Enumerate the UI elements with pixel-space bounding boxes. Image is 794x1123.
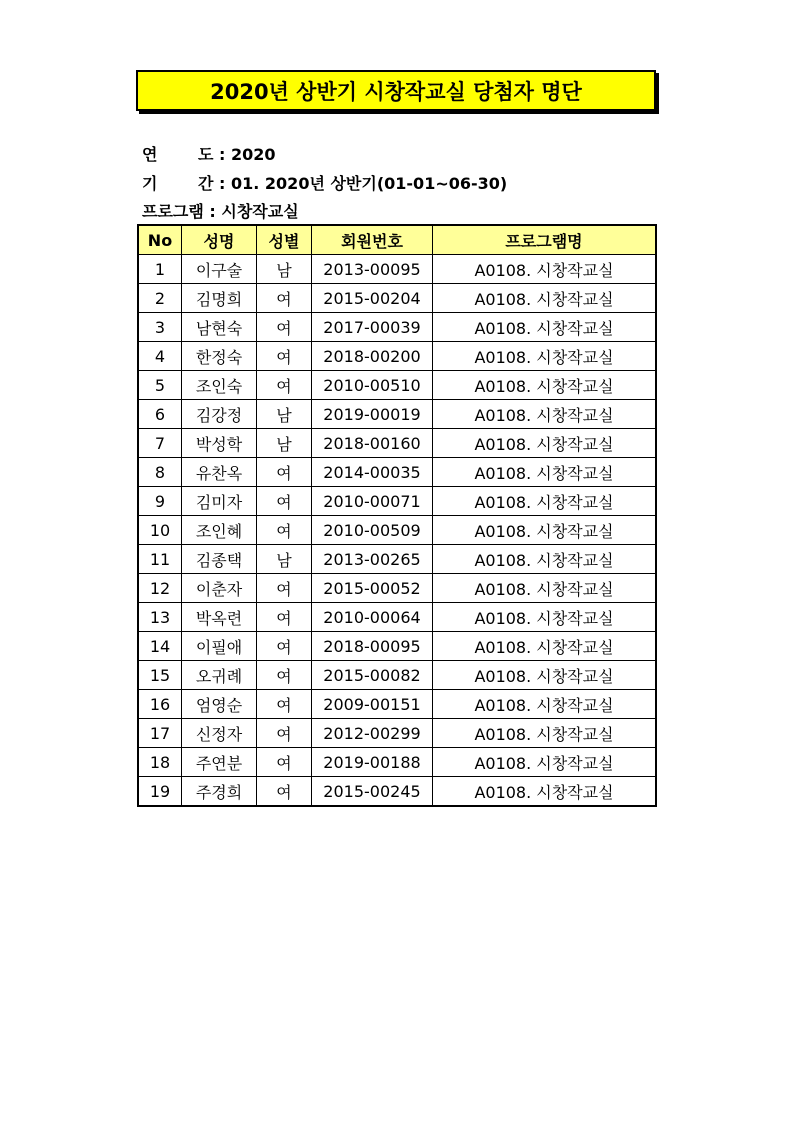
table-row bbox=[138, 400, 656, 429]
cell-program-name: A0108. 시창작교실 bbox=[433, 429, 657, 458]
cell-member-number: 2018-00095 bbox=[312, 632, 433, 661]
cell-member-number: 2015-00204 bbox=[312, 284, 433, 313]
table-row bbox=[138, 487, 656, 516]
year-value: 2020 bbox=[231, 145, 276, 164]
winners-table bbox=[137, 224, 657, 807]
cell-name: 박옥련 bbox=[182, 603, 257, 632]
cell-no: 4 bbox=[138, 342, 182, 371]
cell-sex: 여 bbox=[257, 603, 312, 632]
cell-no: 2 bbox=[138, 284, 182, 313]
cell-program-name: A0108. 시창작교실 bbox=[433, 458, 657, 487]
cell-member-number: 2019-00188 bbox=[312, 748, 433, 777]
cell-sex: 여 bbox=[257, 719, 312, 748]
cell-sex: 여 bbox=[257, 632, 312, 661]
cell-no: 17 bbox=[138, 719, 182, 748]
cell-name: 유찬옥 bbox=[182, 458, 257, 487]
cell-member-number: 2010-00509 bbox=[312, 516, 433, 545]
cell-no: 9 bbox=[138, 487, 182, 516]
cell-no: 7 bbox=[138, 429, 182, 458]
year-label-2: 도 : bbox=[198, 145, 231, 164]
cell-no: 11 bbox=[138, 545, 182, 574]
cell-name: 이구술 bbox=[182, 255, 257, 284]
table-row bbox=[138, 690, 656, 719]
period-label-1: 기 bbox=[142, 174, 158, 193]
cell-sex: 여 bbox=[257, 690, 312, 719]
table-row bbox=[138, 719, 656, 748]
cell-program-name: A0108. 시창작교실 bbox=[433, 487, 657, 516]
cell-sex: 남 bbox=[257, 545, 312, 574]
cell-name: 김명희 bbox=[182, 284, 257, 313]
table-row bbox=[138, 458, 656, 487]
cell-member-number: 2017-00039 bbox=[312, 313, 433, 342]
cell-member-number: 2019-00019 bbox=[312, 400, 433, 429]
cell-program-name: A0108. 시창작교실 bbox=[433, 342, 657, 371]
cell-sex: 여 bbox=[257, 777, 312, 807]
header-name: 성명 bbox=[182, 225, 257, 255]
cell-no: 3 bbox=[138, 313, 182, 342]
table-row bbox=[138, 429, 656, 458]
cell-no: 18 bbox=[138, 748, 182, 777]
cell-program-name: A0108. 시창작교실 bbox=[433, 632, 657, 661]
table-row bbox=[138, 255, 656, 284]
cell-name: 김종택 bbox=[182, 545, 257, 574]
cell-sex: 남 bbox=[257, 429, 312, 458]
cell-program-name: A0108. 시창작교실 bbox=[433, 516, 657, 545]
table-row bbox=[138, 516, 656, 545]
cell-name: 이춘자 bbox=[182, 574, 257, 603]
cell-program-name: A0108. 시창작교실 bbox=[433, 400, 657, 429]
cell-name: 오귀례 bbox=[182, 661, 257, 690]
cell-no: 16 bbox=[138, 690, 182, 719]
cell-program-name: A0108. 시창작교실 bbox=[433, 371, 657, 400]
cell-name: 주경희 bbox=[182, 777, 257, 807]
cell-no: 1 bbox=[138, 255, 182, 284]
cell-no: 13 bbox=[138, 603, 182, 632]
cell-name: 신정자 bbox=[182, 719, 257, 748]
cell-program-name: A0108. 시창작교실 bbox=[433, 574, 657, 603]
cell-no: 14 bbox=[138, 632, 182, 661]
cell-sex: 여 bbox=[257, 458, 312, 487]
table-row bbox=[138, 342, 656, 371]
cell-sex: 남 bbox=[257, 255, 312, 284]
cell-member-number: 2018-00160 bbox=[312, 429, 433, 458]
period-label-2: 간 : bbox=[198, 174, 231, 193]
page-title: 2020년 상반기 시창작교실 당첨자 명단 bbox=[210, 79, 582, 104]
cell-member-number: 2013-00265 bbox=[312, 545, 433, 574]
cell-program-name: A0108. 시창작교실 bbox=[433, 748, 657, 777]
title-banner bbox=[136, 70, 656, 111]
cell-no: 8 bbox=[138, 458, 182, 487]
period-value: 01. 2020년 상반기(01-01~06-30) bbox=[231, 174, 508, 193]
header-program-name: 프로그램명 bbox=[433, 225, 657, 255]
table-header-row bbox=[138, 225, 656, 255]
table-row bbox=[138, 603, 656, 632]
cell-name: 남현숙 bbox=[182, 313, 257, 342]
table-row bbox=[138, 313, 656, 342]
cell-member-number: 2010-00064 bbox=[312, 603, 433, 632]
table-row bbox=[138, 284, 656, 313]
cell-name: 한정숙 bbox=[182, 342, 257, 371]
cell-name: 엄영순 bbox=[182, 690, 257, 719]
info-program bbox=[142, 199, 299, 222]
cell-member-number: 2014-00035 bbox=[312, 458, 433, 487]
table-row bbox=[138, 574, 656, 603]
cell-member-number: 2012-00299 bbox=[312, 719, 433, 748]
cell-sex: 여 bbox=[257, 487, 312, 516]
cell-sex: 여 bbox=[257, 661, 312, 690]
table-row bbox=[138, 545, 656, 574]
cell-program-name: A0108. 시창작교실 bbox=[433, 719, 657, 748]
table-row bbox=[138, 748, 656, 777]
cell-sex: 남 bbox=[257, 400, 312, 429]
cell-program-name: A0108. 시창작교실 bbox=[433, 313, 657, 342]
cell-sex: 여 bbox=[257, 574, 312, 603]
cell-no: 5 bbox=[138, 371, 182, 400]
cell-member-number: 2015-00245 bbox=[312, 777, 433, 807]
cell-program-name: A0108. 시창작교실 bbox=[433, 777, 657, 807]
cell-program-name: A0108. 시창작교실 bbox=[433, 255, 657, 284]
cell-program-name: A0108. 시창작교실 bbox=[433, 603, 657, 632]
table-row bbox=[138, 632, 656, 661]
cell-sex: 여 bbox=[257, 313, 312, 342]
cell-name: 박성학 bbox=[182, 429, 257, 458]
program-label: 프로그램 : bbox=[142, 202, 222, 221]
cell-no: 19 bbox=[138, 777, 182, 807]
cell-sex: 여 bbox=[257, 284, 312, 313]
cell-name: 이필애 bbox=[182, 632, 257, 661]
cell-sex: 여 bbox=[257, 748, 312, 777]
cell-member-number: 2010-00071 bbox=[312, 487, 433, 516]
header-member-number: 회원번호 bbox=[312, 225, 433, 255]
cell-name: 조인숙 bbox=[182, 371, 257, 400]
header-sex: 성별 bbox=[257, 225, 312, 255]
cell-program-name: A0108. 시창작교실 bbox=[433, 661, 657, 690]
cell-no: 10 bbox=[138, 516, 182, 545]
cell-name: 조인혜 bbox=[182, 516, 257, 545]
table-row bbox=[138, 777, 656, 807]
table-body bbox=[138, 255, 656, 807]
table-row bbox=[138, 371, 656, 400]
cell-member-number: 2009-00151 bbox=[312, 690, 433, 719]
cell-member-number: 2018-00200 bbox=[312, 342, 433, 371]
table-row bbox=[138, 661, 656, 690]
cell-sex: 여 bbox=[257, 371, 312, 400]
cell-program-name: A0108. 시창작교실 bbox=[433, 284, 657, 313]
cell-sex: 여 bbox=[257, 342, 312, 371]
info-period bbox=[142, 171, 507, 194]
cell-name: 김미자 bbox=[182, 487, 257, 516]
cell-no: 6 bbox=[138, 400, 182, 429]
cell-member-number: 2013-00095 bbox=[312, 255, 433, 284]
cell-member-number: 2015-00082 bbox=[312, 661, 433, 690]
cell-program-name: A0108. 시창작교실 bbox=[433, 690, 657, 719]
year-label-1: 연 bbox=[142, 145, 158, 164]
cell-no: 15 bbox=[138, 661, 182, 690]
cell-member-number: 2015-00052 bbox=[312, 574, 433, 603]
header-no: No bbox=[138, 225, 182, 255]
cell-member-number: 2010-00510 bbox=[312, 371, 433, 400]
cell-program-name: A0108. 시창작교실 bbox=[433, 545, 657, 574]
cell-no: 12 bbox=[138, 574, 182, 603]
cell-name: 주연분 bbox=[182, 748, 257, 777]
cell-sex: 여 bbox=[257, 516, 312, 545]
program-value: 시창작교실 bbox=[221, 202, 299, 221]
cell-name: 김강정 bbox=[182, 400, 257, 429]
info-year bbox=[142, 142, 276, 165]
